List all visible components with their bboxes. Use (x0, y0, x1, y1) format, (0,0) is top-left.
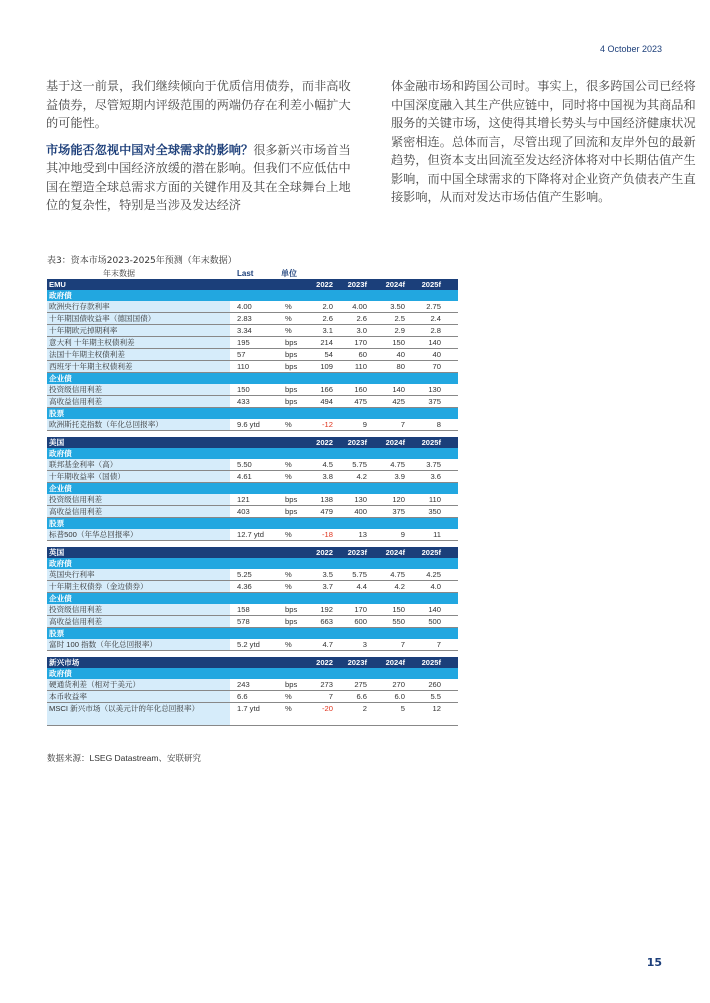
row-unit: bps (285, 397, 298, 406)
group-header (47, 518, 458, 529)
row-last: 2.83 (237, 314, 252, 323)
row-value: 3.1 (322, 326, 333, 335)
row-value: 6.6 (356, 692, 367, 701)
row-value: 500 (428, 617, 441, 626)
row-value: 7 (400, 420, 405, 429)
group-name: 股票 (49, 519, 65, 528)
year-header: 2025f (421, 548, 441, 557)
section-name: 英国 (49, 548, 65, 557)
row-value: 275 (354, 680, 367, 689)
col-label-header: 年末数据 (103, 269, 135, 278)
row-value: 5.75 (352, 460, 367, 469)
row-last: 158 (237, 605, 250, 614)
row-last: 5.25 (237, 570, 252, 579)
group-name: 企业债 (49, 594, 72, 603)
row-last: 4.00 (237, 302, 252, 311)
table-row (47, 506, 458, 518)
row-label: 投资级信用利差 (49, 495, 103, 504)
row-value: 494 (320, 397, 333, 406)
row-label: 意大利 十年期主权债利差 (49, 338, 135, 347)
row-value: 13 (358, 530, 367, 539)
group-name: 政府债 (49, 291, 72, 300)
row-value: 110 (428, 495, 441, 504)
row-last: 150 (237, 385, 250, 394)
group-header (47, 593, 458, 604)
row-value: 2.8 (430, 326, 441, 335)
row-value: -18 (322, 530, 333, 539)
group-name: 政府债 (49, 559, 72, 568)
row-unit: bps (285, 385, 298, 394)
row-value: 170 (354, 338, 367, 347)
row-label: 投资级信用利差 (49, 385, 103, 394)
year-header: 2022 (316, 548, 333, 557)
year-header: 2024f (385, 280, 405, 289)
table-row (47, 569, 458, 581)
row-value: 3.8 (322, 472, 333, 481)
row-label: 英国央行利率 (49, 570, 95, 579)
row-label: 标普500（年华总回报率） (49, 530, 138, 539)
page-number: 15 (646, 956, 662, 969)
row-unit: % (285, 640, 292, 649)
row-value: 2.9 (394, 326, 405, 335)
row-value: 4.75 (390, 570, 405, 579)
row-label: 高收益信用利差 (49, 397, 103, 406)
row-label: 十年期国债收益率（德国国债） (49, 314, 156, 323)
row-unit: bps (285, 680, 298, 689)
group-header (47, 448, 458, 459)
table-row (47, 459, 458, 471)
row-value: 120 (392, 495, 405, 504)
table-row (47, 639, 458, 651)
group-name: 政府债 (49, 669, 72, 678)
row-value: 3.0 (356, 326, 367, 335)
row-value: 138 (320, 495, 333, 504)
row-value: 170 (354, 605, 367, 614)
row-value: 4.7 (322, 640, 333, 649)
table-row (47, 349, 458, 361)
row-last: 9.6 ytd (237, 420, 260, 429)
row-value: 130 (354, 495, 367, 504)
row-value: 8 (436, 420, 441, 429)
table-row (47, 616, 458, 628)
text-column-right (391, 77, 697, 215)
year-header: 2024f (385, 548, 405, 557)
row-value: 5.5 (430, 692, 441, 701)
row-value: 109 (320, 362, 333, 371)
section-name: EMU (49, 280, 66, 289)
group-header (47, 628, 458, 639)
row-value: 3 (362, 640, 367, 649)
group-header (47, 558, 458, 569)
row-label: 西班牙十年期主权债利差 (49, 362, 133, 371)
year-header: 2023f (347, 658, 367, 667)
row-label: 十年期主权债券（金边债券） (49, 582, 148, 591)
year-header: 2024f (385, 658, 405, 667)
table-row (47, 529, 458, 541)
row-label: MSCI 新兴市场（以美元计的年化总回报率） (49, 704, 200, 713)
table-row (47, 325, 458, 337)
row-last: 195 (237, 338, 250, 347)
row-value: 4.25 (426, 570, 441, 579)
row-value: 60 (358, 350, 367, 359)
year-header: 2022 (316, 280, 333, 289)
table-row (47, 471, 458, 483)
row-value: 7 (400, 640, 405, 649)
row-value: 3.75 (426, 460, 441, 469)
row-unit: % (285, 582, 292, 591)
row-value: 2.6 (356, 314, 367, 323)
row-label: 本币收益率 (49, 692, 87, 701)
table-row (47, 691, 458, 703)
row-value: 80 (396, 362, 405, 371)
row-value: 375 (428, 397, 441, 406)
table-column-header (47, 268, 458, 279)
year-header: 2024f (385, 438, 405, 447)
row-label: 高收益信用利差 (49, 507, 103, 516)
row-value: 663 (320, 617, 333, 626)
year-header: 2023f (347, 280, 367, 289)
row-value: 425 (392, 397, 405, 406)
table-row (47, 679, 458, 691)
row-value: 2 (362, 704, 367, 713)
report-date: 4 October 2023 (599, 44, 662, 54)
year-header: 2025f (421, 438, 441, 447)
col-unit-header: 单位 (281, 269, 297, 278)
row-value: 4.5 (322, 460, 333, 469)
row-unit: bps (285, 350, 298, 359)
row-last: 57 (237, 350, 246, 359)
row-unit: % (285, 460, 292, 469)
row-value: 475 (354, 397, 367, 406)
row-unit: % (285, 704, 292, 713)
row-value: 3.9 (394, 472, 405, 481)
row-label: 欧洲斯托克指数（年化总回报率） (49, 420, 163, 429)
row-value: 4.2 (356, 472, 367, 481)
group-header (47, 408, 458, 419)
col-last-header: Last (237, 269, 254, 278)
row-value: 479 (320, 507, 333, 516)
row-value: 12 (432, 704, 441, 713)
row-label: 欧洲央行存款利率 (49, 302, 110, 311)
section-name: 美国 (49, 438, 65, 447)
text-column-left (46, 77, 352, 223)
table-row (47, 494, 458, 506)
row-unit: % (285, 692, 292, 701)
row-unit: % (285, 472, 292, 481)
row-value: 2.0 (322, 302, 333, 311)
row-value: 40 (396, 350, 405, 359)
table-row (47, 337, 458, 349)
row-value: 3.5 (322, 570, 333, 579)
row-last: 578 (237, 617, 250, 626)
forecast-table (47, 268, 458, 726)
row-value: 7 (328, 692, 333, 701)
row-value: 3.7 (322, 582, 333, 591)
table-row (47, 604, 458, 616)
year-header: 2022 (316, 438, 333, 447)
row-value: 70 (432, 362, 441, 371)
section-name: 新兴市场 (49, 658, 80, 667)
group-name: 企业债 (49, 484, 72, 493)
year-header: 2023f (347, 438, 367, 447)
row-last: 433 (237, 397, 250, 406)
row-unit: % (285, 530, 292, 539)
row-last: 110 (237, 362, 250, 371)
table-row (47, 361, 458, 373)
row-last: 12.7 ytd (237, 530, 265, 539)
group-header (47, 290, 458, 301)
row-value: 54 (324, 350, 333, 359)
row-last: 3.34 (237, 326, 252, 335)
row-unit: bps (285, 338, 298, 347)
row-value: 4.00 (352, 302, 367, 311)
row-label: 高收益信用利差 (49, 617, 103, 626)
section-header (47, 279, 458, 290)
table-row (47, 419, 458, 431)
row-last: 4.61 (237, 472, 252, 481)
paragraph (46, 141, 352, 215)
section-header (47, 547, 458, 558)
row-value: 5 (400, 704, 405, 713)
row-label: 联邦基金利率（高） (49, 460, 118, 469)
row-value: 2.4 (430, 314, 441, 323)
section-header (47, 657, 458, 668)
row-last: 243 (237, 680, 250, 689)
row-last: 5.50 (237, 460, 252, 469)
row-label: 十年期欧元掉期利率 (49, 326, 118, 335)
row-label: 法国十年期主权债利差 (49, 350, 125, 359)
row-value: 2.6 (322, 314, 333, 323)
row-unit: % (285, 302, 292, 311)
row-value: 260 (428, 680, 441, 689)
row-label: 富时 100 指数（年化总回报率） (49, 640, 158, 649)
row-value: 214 (320, 338, 333, 347)
table-row (47, 703, 458, 726)
paragraph: 基于这一前景，我们继续倾向于优质信用债券，而非高收益债券，尽管短期内评级范围的两端仍存在利差小幅扩大的可能性。 (46, 79, 351, 130)
row-value: 150 (392, 338, 405, 347)
row-value: 400 (354, 507, 367, 516)
table-row (47, 384, 458, 396)
year-header: 2025f (421, 280, 441, 289)
row-unit: bps (285, 605, 298, 614)
row-value: 4.75 (390, 460, 405, 469)
year-header: 2025f (421, 658, 441, 667)
row-value: 2.75 (426, 302, 441, 311)
group-name: 股票 (49, 629, 65, 638)
row-value: 273 (320, 680, 333, 689)
row-value: 270 (392, 680, 405, 689)
row-value: 110 (354, 362, 367, 371)
row-value: 7 (436, 640, 441, 649)
row-value: 140 (392, 385, 405, 394)
row-label: 十年期收益率（国债） (49, 472, 125, 481)
table-row (47, 396, 458, 408)
row-value: -12 (322, 420, 333, 429)
row-unit: % (285, 570, 292, 579)
section-header (47, 437, 458, 448)
row-value: 9 (362, 420, 367, 429)
table-title: 表3：资本市场2023-2025年预测（年末数据） (47, 256, 237, 266)
source-note: 数据来源：LSEG Datastream、安联研究 (47, 753, 201, 763)
row-label: 投资级信用利差 (49, 605, 103, 614)
row-value: 350 (428, 507, 441, 516)
row-value: 6.0 (394, 692, 405, 701)
row-last: 4.36 (237, 582, 252, 591)
row-value: -20 (322, 704, 333, 713)
row-value: 40 (432, 350, 441, 359)
group-name: 股票 (49, 409, 65, 418)
row-unit: bps (285, 362, 298, 371)
group-name: 企业债 (49, 374, 72, 383)
table-row (47, 313, 458, 325)
row-last: 403 (237, 507, 250, 516)
row-value: 375 (392, 507, 405, 516)
table-row (47, 301, 458, 313)
row-value: 11 (433, 530, 441, 539)
row-unit: % (285, 420, 292, 429)
paragraph: 体金融市场和跨国公司时。事实上，很多跨国公司已经将中国深度融入其生产供应链中，同时将中国视为其商品和服务的关键市场，这使得其增长势头与中国经济健康状况紧密相连。总体而言，尽管出现了回流和友岸外包的最新趋势，但资本支出回流至发达经济体将对中长期估值产生影响，而中国全球需求的下降将对企业资产负债表产生直接影响，从而对发达市场估值产生影响。 (391, 79, 696, 204)
row-unit: bps (285, 507, 298, 516)
row-value: 2.5 (394, 314, 405, 323)
row-value: 600 (354, 617, 367, 626)
row-value: 4.0 (430, 582, 441, 591)
group-name: 政府债 (49, 449, 72, 458)
group-header (47, 373, 458, 384)
row-value: 192 (320, 605, 333, 614)
row-value: 3.6 (430, 472, 441, 481)
row-last: 6.6 (237, 692, 248, 701)
row-value: 4.2 (394, 582, 405, 591)
row-last: 121 (237, 495, 250, 504)
year-header: 2023f (347, 548, 367, 557)
row-unit: % (285, 326, 292, 335)
row-value: 160 (354, 385, 367, 394)
row-value: 130 (428, 385, 441, 394)
paragraph-lead: 市场能否忽视中国对全球需求的影响？ (46, 142, 254, 157)
year-header: 2022 (316, 658, 333, 667)
row-value: 140 (428, 338, 441, 347)
row-value: 3.50 (390, 302, 405, 311)
row-value: 150 (392, 605, 405, 614)
row-value: 140 (428, 605, 441, 614)
group-header (47, 483, 458, 494)
row-unit: % (285, 314, 292, 323)
row-value: 166 (320, 385, 333, 394)
row-value: 4.4 (356, 582, 367, 591)
table-row (47, 581, 458, 593)
row-label: 硬通货利差（相对于美元） (49, 680, 141, 689)
row-value: 9 (400, 530, 405, 539)
row-value: 5.75 (352, 570, 367, 579)
row-value: 550 (392, 617, 405, 626)
row-last: 1.7 ytd (237, 704, 260, 713)
row-last: 5.2 ytd (237, 640, 260, 649)
row-unit: bps (285, 495, 298, 504)
paragraph-body: 很多新兴市场首当其冲地受到中国经济放缓的潜在影响。但我们不应低估中国在塑造全球总需求方面的关键作用及其在全球舞台上地位的复杂性，特别是当涉及发达经济 (46, 142, 351, 212)
group-header (47, 668, 458, 679)
row-unit: bps (285, 617, 298, 626)
